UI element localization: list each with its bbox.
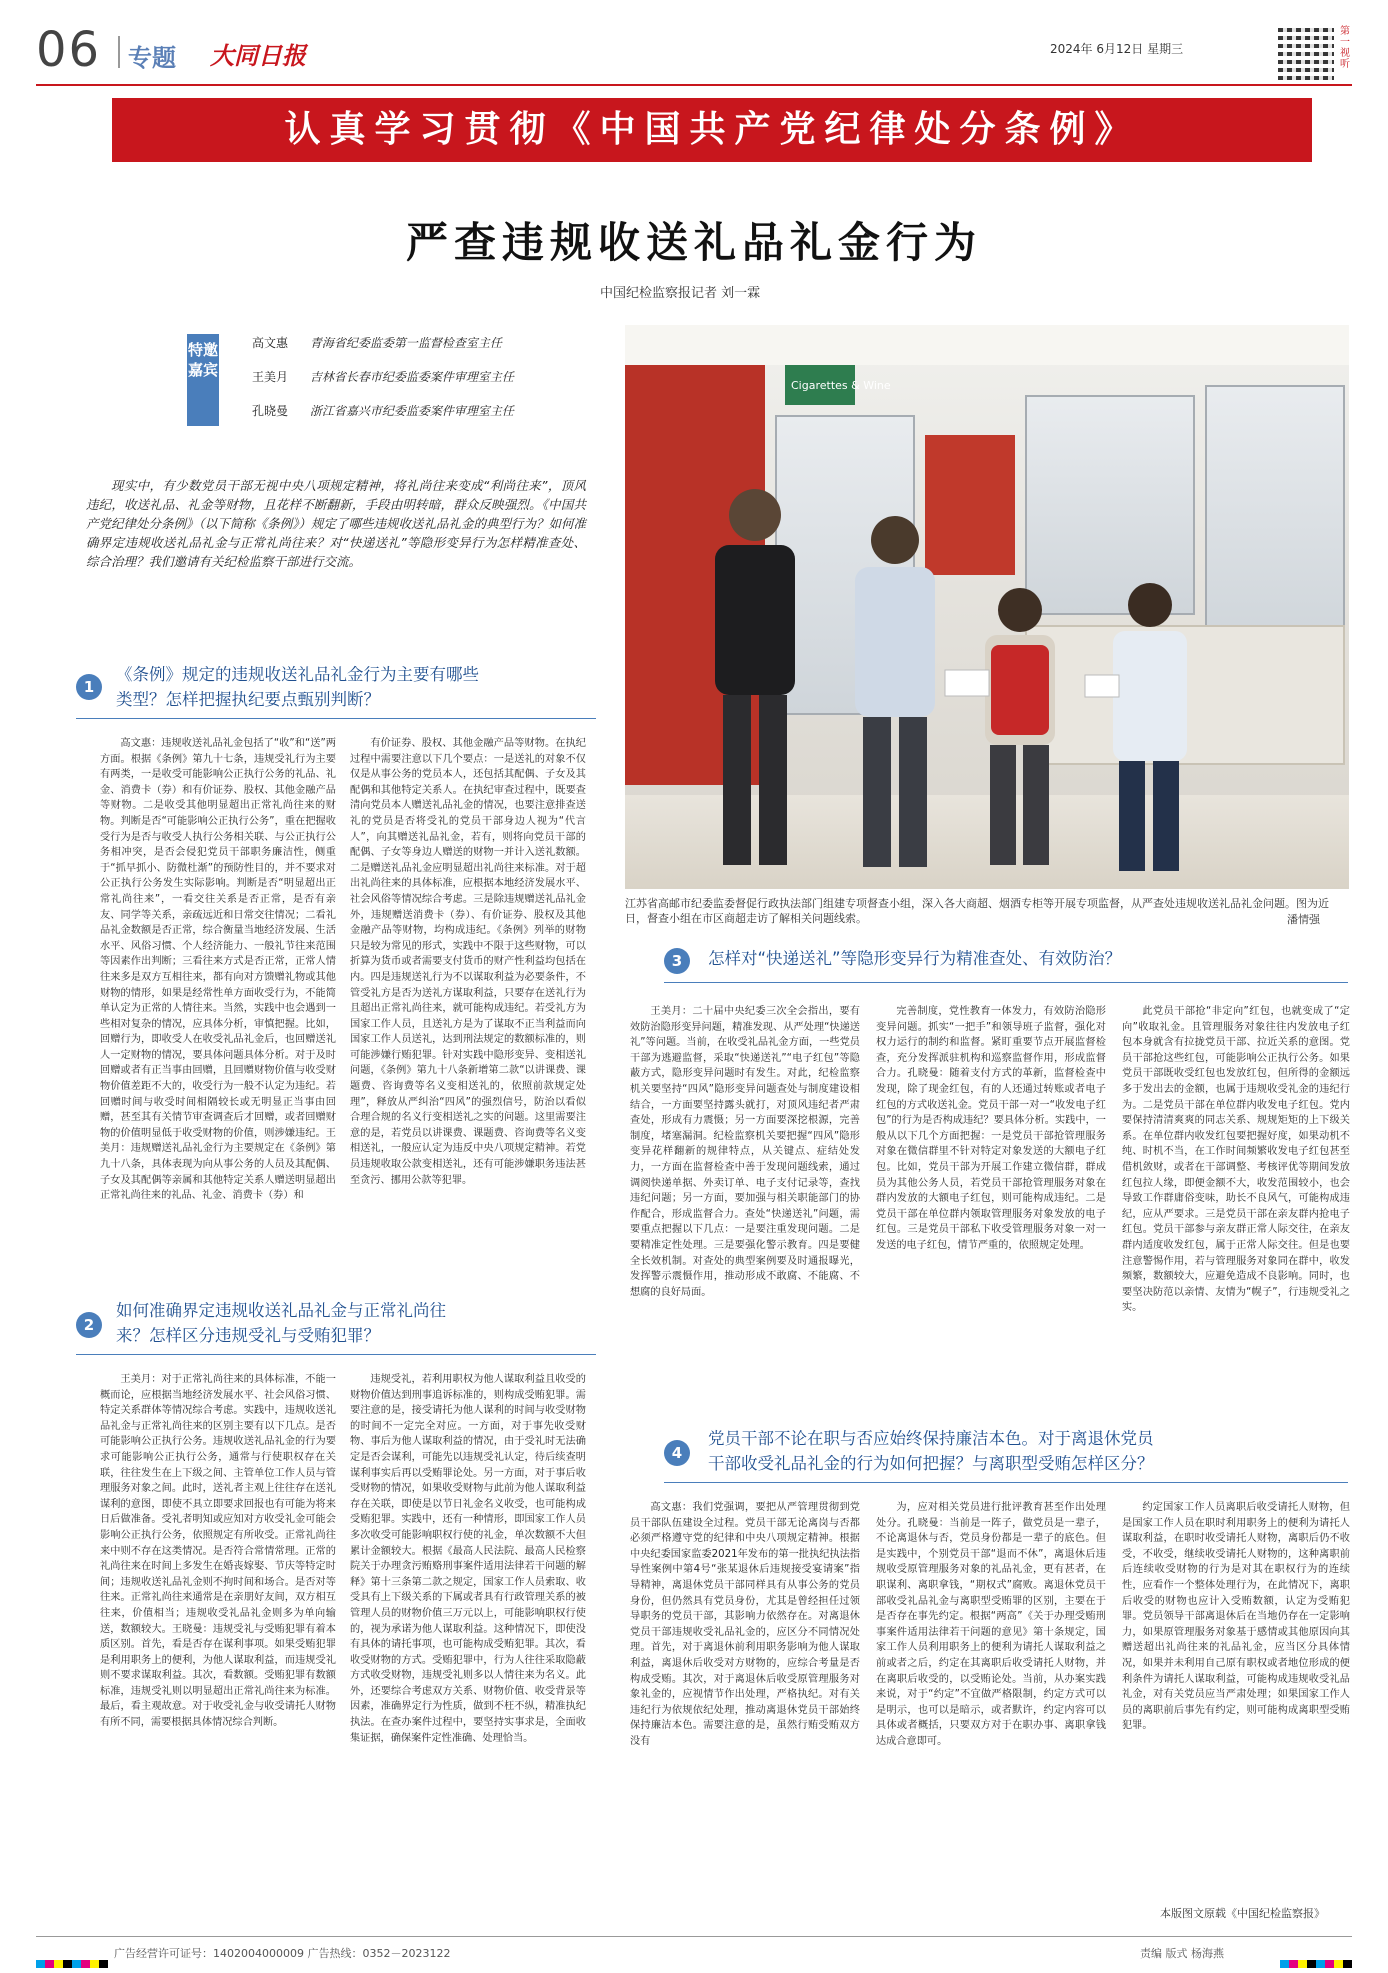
section-title-line: 干部收受礼品礼金的行为如何把握？与离职型受贿怎样区分？: [708, 1454, 1154, 1473]
photo-caption: 江苏省高邮市纪委监委督促行政执法部门组建专项督查小组，深入各大商超、烟酒专柜等开展专项监督，从严查处违规收送礼品礼金问题。图为近日，督查小组在市区商超走访了解相关问题线索。: [625, 897, 1329, 925]
section-rule: [664, 982, 1348, 983]
guest-row: [252, 368, 514, 385]
newspaper-logo: 大同日报: [210, 41, 306, 70]
body-text: 约定国家工作人员离职后收受请托人财物，但是国家工作人员在职时利用职务上的便利为请托人谋取利益，在职时收受请托人财物，离职后仍不收受，不收受，继续收受请托人财物的，这种离职前后连续收受财物的行为是对其在职权行为的连续性，应看作一个整体处理行为，在此情况下，离职后收受的财物也应计入受贿数额，认定为受贿犯罪。党员领导干部离退休后在当地仍存在一定影响力，如果原管理服务对象基于感情或其他原因向其赠送超出礼尚往来的礼品礼金，应当区分具体情况，如果并未利用自己原有职权或者地位形成的便利条件为请托人谋取利益，可能构成违规收受礼品礼金，对有关党员应当严肃处理；如果国家工作人员的离职前后事先有约定，则可能构成离职型受贿犯罪。: [1122, 1502, 1350, 1732]
issue-date: 2024年 6月12日 星期三: [1050, 42, 1184, 56]
guest-row: [252, 334, 502, 351]
section-4-column-2: [876, 1500, 1106, 1896]
body-text: 王美月：二十届中央纪委三次全会指出，要有效防治隐形变异问题，精准发现、从严处理“快递送礼”等问题。当前，在收受礼品礼金方面，一些党员干部为逃避监督，采取“快递送礼”“电子红包”等隐蔽方式，隐形变异问题时有发生。对此，纪检监察机关要坚持“四风”隐形变异问题查处与制度建设相结合，一方面要坚持露头就打，对顶风违纪者严肃查处，形成有力震慑；另一方面要深挖根源，完善制度，堵塞漏洞。纪检监察机关要把握“四风”隐形变异花样翻新的规律特点，从关键点、症结处发力，一方面在监督检查中善于发现问题线索，通过调阅快递单据、外卖订单、电子支付记录等，查找违纪问题；另一方面，要加强与相关职能部门的协作配合，形成监督合力。查处“快递送礼”问题，需要重点把握以下几点：一是要注重发现问题。二是要精准定性处理。三是要强化警示教育。四是要健全长效机制。对查处的典型案例要及时通报曝光，发挥警示震慑作用，推动形成不敢腐、不能腐、不想腐的良好局面。: [630, 1006, 860, 1298]
body-text: 高文惠：违规收送礼品礼金包括了“收”和“送”两方面。根据《条例》第九十七条，违规受礼行为主要有两类，一是收受可能影响公正执行公务的礼品、礼金、消费卡（券）和有价证券、股权、其他金融产品等财物。二是收受其他明显超出正常礼尚往来的财物。判断是否“可能影响公正执行公务”，重在把握收受行为是否与收受人执行公务相关联、与公正执行公务相冲突，是否会侵犯党员干部职务廉洁性，侧重于“抓早抓小、防微杜渐”的预防性目的，并不要求对公正执行公务发生实际影响。判断是否“明显超出正常礼尚往来”，一看交往关系是否正常，是否有亲友、同学等关系，亲疏远近和日常交往情况；二看礼品礼金数额是否正常，综合衡量当地经济发展、生活水平、风俗习惯、个人经济能力、一般礼节往来范围等因素作出判断；三看往来方式是否正常，正常人情往来多是双方互相往来，都有向对方馈赠礼物或其他财物的情形，如果是经常性单方面收受行为，不能简单认定为正常的人情往来。当然，实践中也会遇到一些相对复杂的情况，应具体分析，审慎把握。比如，回赠行为，即收受人在收受礼品礼金后，也回赠送礼人一定财物的情况，要具体问题具体分析。对于及时回赠或者有正当事由回赠，且回赠财物价值与收受财物价值差距不大的，收受行为一般不认定为违纪。若回赠时间与收受时间相隔较长或无明显正当事由回赠，甚至其有关情节审查调查后才回赠，或者回赠财物的价值明显低于收受财物的价值，则涉嫌违纪。王美月：违规赠送礼品礼金行为主要规定在《条例》第九十八条，具体表现为向从事公务的人员及其配偶、子女及其配偶等亲属和其他特定关系人赠送明显超出正常礼尚往来的礼品、礼金、消费卡（券）和: [100, 738, 336, 1202]
photo-credit: 潘情强: [1287, 913, 1320, 926]
byline: 中国纪检监察报记者 刘一霖: [600, 286, 761, 301]
qr-code-pattern: [1278, 24, 1334, 80]
section-name: 专题: [128, 44, 176, 72]
guest-name: 孔晓曼: [252, 404, 289, 418]
section-rule: [76, 1354, 596, 1355]
section-3-column-1: [630, 1004, 860, 1404]
section-4-column-3: [1122, 1500, 1350, 1896]
guest-name: 王美月: [252, 370, 289, 384]
section-title: [708, 1426, 1348, 1476]
section-3-column-2: [876, 1004, 1106, 1404]
section-number: 2: [76, 1312, 102, 1338]
photo-ceiling: [625, 325, 1349, 365]
print-color-bar-right: [1280, 1960, 1352, 1968]
body-text: 完善制度，党性教育一体发力，有效防治隐形变异问题。抓实“一把手”和领导班子监督，强化对权力运行的制约和监督。紧盯重要节点开展监督检查，充分发挥派驻机构和巡察监督作用，形成监督合力。孔晓曼：随着支付方式的革新，监督检查中发现，除了现金红包，有的人还通过转账或者电子红包的方式收送礼金。党员干部一对一“收发电子红包”的行为是否构成违纪？要具体分析。实践中，一般从以下几个方面把握：一是党员干部抢管理服务对象在微信群里不针对特定对象发送的大额电子红包。比如，党员干部为开展工作建立微信群，群成员为其他公务人员，若党员干部抢管理服务对象在群内发放的大额电子红包，则可能构成违纪。二是党员干部在单位群内领取管理服务对象发放的电子红包。三是党员干部私下收受管理服务对象一对一发送的电子红包，情节严重的，依照规定处理。: [876, 1006, 1106, 1251]
masthead: [0, 0, 1388, 80]
headline: 严查违规收送礼品礼金行为: [405, 218, 982, 267]
section-rule: [664, 1482, 1348, 1483]
footer-ad-info: 广告经营许可证号：1402004000009 广告热线：0352－2023122: [114, 1947, 451, 1960]
body-text: 为，应对相关党员进行批评教育甚至作出处理处分。孔晓曼：当前是一阵子，做党员是一辈子，不论离退休与否，党员身份都是一辈子的底色。但是实践中，个别党员干部“退而不休”，离退休后违规收受原管理服务对象的礼品礼金，更有甚者，在职谋利、离职拿钱，“期权式”腐败。离退休党员干部收受礼品礼金与离职型受贿罪的区别，主要在于是否存在事先约定。根据“两高”《关于办理受贿刑事案件适用法律若干问题的意见》第十条规定，国家工作人员利用职务上的便利为请托人谋取利益之前或者之后，约定在其离职后收受请托人财物，并在离职后收受的，以受贿论处。当前，从办案实践来说，对于“约定”不宜做严格限制，约定方式可以是明示，也可以是暗示，或者默许，约定内容可以具体或者概括，只要双方对于在职办事、离职拿钱达成合意即可。: [876, 1502, 1106, 1747]
section-title-line: 来？怎样区分违规受礼与受贿犯罪？: [116, 1326, 380, 1345]
section-3-column-3: [1122, 1004, 1350, 1404]
photo-sign-text: Cigarettes & Wine: [791, 379, 891, 392]
section-4-column-1: [630, 1500, 860, 1896]
page-number: 06: [36, 22, 102, 78]
section-title: [116, 1298, 596, 1348]
guest-title: 浙江省嘉兴市纪委监委案件审理室主任: [309, 404, 514, 418]
section-1-column-2: [350, 736, 586, 1472]
section-number: 4: [664, 1440, 690, 1466]
guest-name: 高文惠: [252, 336, 289, 350]
guest-title: 青海省纪委监委第一监督检查室主任: [309, 336, 502, 350]
topic-banner-text: 认真学习贯彻《中国共产党纪律处分条例》: [284, 109, 1140, 150]
section-title: [116, 662, 596, 712]
section-2-column-2: [350, 1372, 586, 1900]
section-number: 3: [664, 948, 690, 974]
footer-editor-info: 责编 版式 杨海燕: [1140, 1947, 1224, 1960]
section-title: [708, 946, 1348, 971]
body-text: 王美月：对于正常礼尚往来的具体标准，不能一概而论，应根据当地经济发展水平、社会风俗习惯、特定关系群体等情况综合考虑。实践中，违规收送礼品礼金与正常礼尚往来的区别主要有以下几点。是否可能影响公正执行公务。违规收送礼品礼金的行为要求可能影响公正执行公务，通常与行使职权存在关联，往往发生在上下级之间、主管单位工作人员与管理服务对象之间。此时，送礼者主观上往往存在送礼谋利的意图，即使不具立即要求回报也有可能为将来日后做准备。受礼者明知或应知对方收受礼金可能会影响公正执行公务，依照规定有所收受。正常礼尚往来中则不存在这类情况。是否符合常情常理。正常的礼尚往来在时间上多发生在婚丧嫁娶、节庆等特定时间；违规收送礼品礼金则不拘时间和场合。是否对等往来。正常礼尚往来通常是在亲朋好友间，双方相互往来，价值相当；违规收受礼品礼金则多为单向输送，数额较大。王晓曼：违规受礼与受贿犯罪有着本质区别。首先，看是否存在谋利事项。如果受贿犯罪是利用职务上的便利，为他人谋取利益，而违规受礼则不要求谋取利益。其次，看数额。受贿犯罪有数额标准，违规受礼则以明显超出正常礼尚往来为标准。最后，看主观故意。对于收受礼金与收受请托人财物有所不同，需要根据具体情况综合判断。: [100, 1374, 336, 1729]
print-color-bar: [36, 1960, 108, 1968]
source-note: 本版图文原载《中国纪检监察报》: [1160, 1907, 1325, 1920]
photo-people-illustration: [645, 485, 1345, 889]
section-rule: [76, 718, 596, 719]
masthead-rule: [36, 84, 1352, 86]
guest-row: [252, 402, 514, 419]
section-title-line: 怎样对“快递送礼”等隐形变异行为精准查处、有效防治？: [708, 949, 1122, 968]
section-title-line: 如何准确界定违规收送礼品礼金与正常礼尚往: [116, 1301, 446, 1320]
section-title-line: 《条例》规定的违规收送礼品礼金行为主要有哪些: [116, 665, 479, 684]
section-number: 1: [76, 674, 102, 700]
footer-rule: [36, 1936, 1352, 1937]
section-1-column-1: [100, 736, 336, 1472]
body-text: 高文惠：我们党强调，要把从严管理贯彻到党员干部队伍建设全过程。党员干部无论离岗与否都必须严格遵守党的纪律和中央八项规定精神。根据中央纪委国家监委2021年发布的第一批执纪执法指导性案例中第4号“张某退休后违规接受宴请案”指导精神，离退休党员干部同样具有从事公务的党员身份，但仍然具有党员身份，尤其是曾经担任过领导职务的党员干部，其影响力依然存在。对离退休党员干部违规收受礼品礼金的，应区分不同情况处理。首先，对于离退休前利用职务影响为他人谋取利益，离退休后收受对方财物的，应综合考量是否构成受贿。其次，对于离退休后收受原管理服务对象礼金的，应视情节作出处理，严格执纪。对有关违纪行为依规依纪处理，推动离退休党员干部始终保持廉洁本色。需要注意的是，虽然行贿受贿双方没有: [630, 1502, 860, 1747]
body-text: 此党员干部抢“非定向”红包，也就变成了“定向”收取礼金。且管理服务对象往往内发放电子红包本身就含有拉拢党员干部、拉近关系的意图。党员干部抢这些红包，可能影响公正执行公务。如果党员干部既收受红包也发放红包，但所得的金额远多于发出去的金额，也属于违规收受礼金的违纪行为。二是党员干部在单位群内收发电子红包。党内要保持清清爽爽的同志关系、规规矩矩的上下级关系。在单位群内收发红包要把握好度，如果动机不纯、时机不当，在工作时间频繁收发电子红包甚至借机敛财，或者在干部调整、考核评优等期间发放红包拉人缘，即便金额不大，收发范围较小，也会导致工作群庸俗变味，助长不良风气，可能构成违纪，应从严要求。三是党员干部在亲友群内抢电子红包。党员干部参与亲友群正常人际交往，在亲友群内适度收发红包，属于正常人际交往。但是也要注意警惕作用，若与管理服务对象同在群中，收发频繁，数额较大，应避免造成不良影响。同时，也要坚决防范以亲情、友情为“幌子”，行违规受礼之实。: [1122, 1006, 1350, 1314]
news-photo: [625, 325, 1349, 889]
body-text: 有价证券、股权、其他金融产品等财物。在执纪过程中需要注意以下几个要点：一是送礼的对象不仅仅是从事公务的党员本人，还包括其配偶、子女及其配偶和其他特定关系人。在执纪审查过程中，既要查清向党员本人赠送礼品礼金的情况，也要注意排查送礼的党员是否将受礼的党员干部身边人视为“代言人”，向其赠送礼品礼金，若有，则将向党员干部的配偶、子女等身边人赠送的财物一并计入送礼数额。二是赠送礼品礼金应明显超出礼尚往来标准。对于超出礼尚往来的具体标准，应根据本地经济发展水平、社会风俗等情况综合考虑。三是除违规赠送礼品礼金外，违规赠送消费卡（券）、有价证券、股权及其他金融产品等财物，均构成违纪。《条例》列举的财物只是较为常见的形式，实践中不限于这些财物，可以折算为货币或者需要支付货币的财产性利益均包括在内。四是违规送礼行为不以谋取利益为必要条件，不管受礼方是否为送礼方谋取利益，只要存在送礼行为且超出正常礼尚往来，就可能构成违纪。若受礼方为国家工作人员，且送礼方是为了谋取不正当利益而向国家工作人员送礼，达到刑法规定的数额标准的，则可能涉嫌行贿犯罪。针对实践中隐形变异、变相送礼问题，《条例》第九十八条新增第二款“以讲课费、课题费、咨询费等名义变相送礼的，依照前款规定处理”，释放从严纠治“四风”的强烈信号，防治以看似合理合规的名义行变相送礼之实的问题。这里需要注意的是，若党员以讲课费、课题费、咨询费等名义变相送礼，一般应认定为违反中央八项规定精神。若党员违规收取公款变相送礼，还有可能涉嫌职务违法甚至贪污、挪用公款等犯罪。: [350, 738, 586, 1186]
intro-paragraph: 现实中，有少数党员干部无视中央八项规定精神，将礼尚往来变成“利尚往来”，顶风违纪，收送礼品、礼金等财物，且花样不断翻新，手段由明转暗，群众反映强烈。《中国共产党纪律处分条例》（以下简称《条例》）规定了哪些违规收送礼品礼金的典型行为？如何准确界定违规收送礼品礼金与正常礼尚往来？对“快递送礼”等隐形变异行为怎样精准查处、综合治理？我们邀请有关纪检监察干部进行交流。: [86, 478, 587, 569]
guest-tag: 特邀嘉宾: [187, 334, 219, 426]
masthead-divider: [118, 36, 120, 68]
section-title-line: 类型？怎样把握执纪要点甄别判断？: [116, 690, 380, 709]
section-title-line: 党员干部不论在职与否应始终保持廉洁本色。对于离退休党员: [708, 1429, 1154, 1448]
section-2-column-1: [100, 1372, 336, 1900]
body-text: 违规受礼，若利用职权为他人谋取利益且收受的财物价值达到刑事追诉标准的，则构成受贿犯罪。需要注意的是，接受请托为他人谋利的时间与收受财物的时间不一定完全对应。一方面，对于事先收受财物、事后为他人谋取利益的情况，由于受礼时无法确定是否会谋利，可能先以违规受礼认定，待后续查明谋利事实后再以受贿罪论处。另一方面，对于事后收受财物的情况，如果收受财物与此前为他人谋取利益存在关联，即使是以节日礼金名义收受，也可能构成受贿犯罪。实践中，还有一种情形，即国家工作人员多次收受可能影响职权行使的礼金，单次数额不大但累计金额较大。根据《最高人民法院、最高人民检察院关于办理贪污贿赂刑事案件适用法律若干问题的解释》第十三条第二款之规定，国家工作人员索取、收受具有上下级关系的下属或者具有行政管理关系的被管理人员的财物价值三万元以上，可能影响职权行使的，视为承诺为他人谋取利益。这种情况下，即使没有具体的请托事项，也可能构成受贿犯罪。其次，看收受财物的方式。受贿犯罪中，行为人往往采取隐蔽方式收受财物，违规受礼则多以人情往来为名义。此外，还要综合考虑双方关系、财物价值、收受背景等因素，准确界定行为性质，做到不枉不纵，精准执纪执法。在查办案件过程中，要坚持实事求是，全面收集证据，确保案件定性准确、处理恰当。: [350, 1374, 586, 1744]
guest-title: 吉林省长春市纪委监委案件审理室主任: [309, 370, 514, 384]
qr-label: 第一视听: [1340, 26, 1350, 70]
